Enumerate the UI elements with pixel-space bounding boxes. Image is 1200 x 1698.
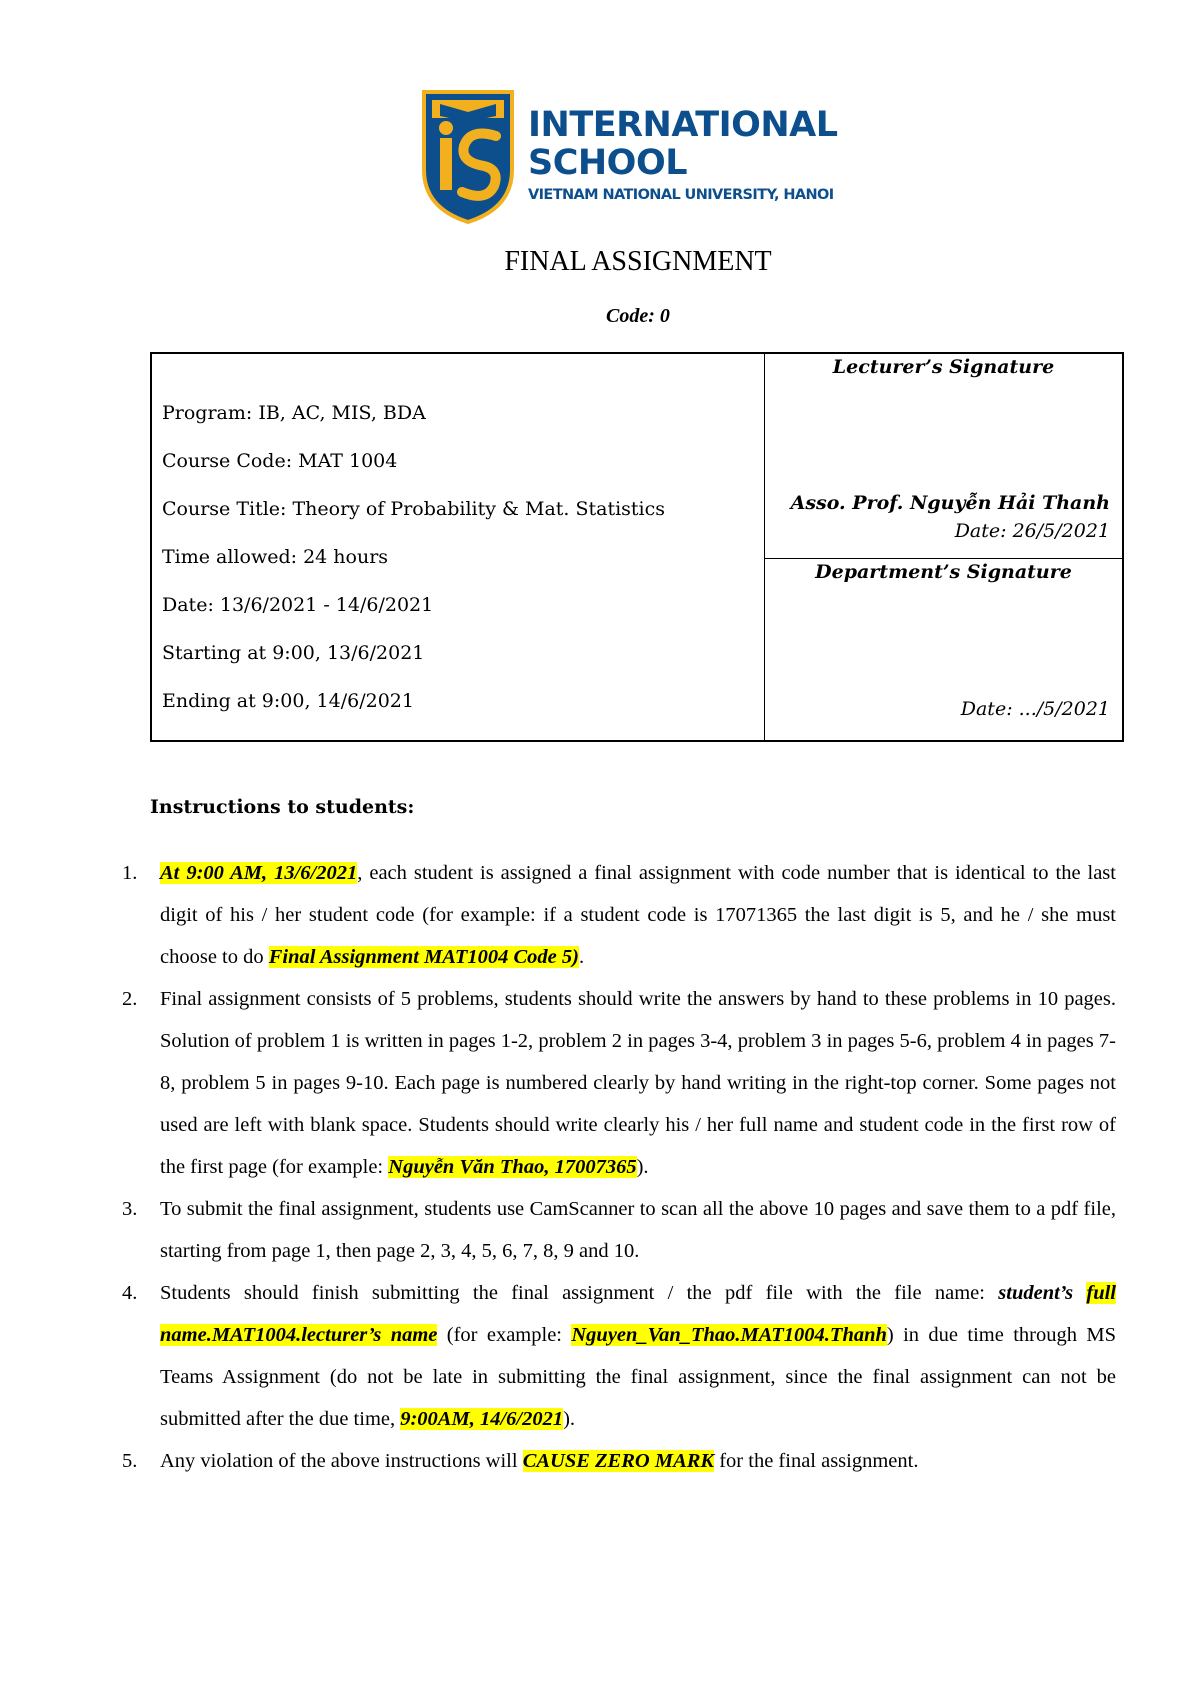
school-logo: [420, 88, 870, 226]
course-code-line: Course Code: MAT 1004: [162, 450, 398, 472]
lecturer-name: Asso. Prof. Nguyễn Hải Thanh: [790, 492, 1110, 514]
instructions-list: [120, 852, 1116, 1482]
item-text: Any violation of the above instructions will: [160, 1450, 523, 1472]
highlight-due-time: 9:00AM, 14/6/2021: [400, 1408, 564, 1430]
item-text: Students should finish submitting the final assignment / the pdf file with the file name:: [160, 1282, 999, 1304]
item-text: .: [578, 946, 585, 968]
instructions-heading: Instructions to students:: [150, 796, 415, 818]
signature-divider: [765, 558, 1122, 559]
highlight-start-time: At 9:00 AM, 13/6/2021: [160, 862, 358, 884]
item-number: 4.: [122, 1282, 138, 1304]
item-text: To submit the final assignment, students use CamScanner to scan all the above 10 pages and save them to a pdf file, starting from page 1, then page 2, 3, 4, 5, 6, 7, 8, 9 and 10.: [160, 1198, 1116, 1262]
assignment-code: Code: 0: [606, 305, 670, 327]
item-text: ).: [563, 1408, 576, 1430]
time-allowed-line: Time allowed: 24 hours: [162, 546, 389, 568]
list-item: [120, 1272, 1116, 1440]
item-number: 5.: [122, 1450, 138, 1472]
list-item: [120, 1188, 1116, 1272]
list-item: [120, 978, 1116, 1188]
department-date: Date: .../5/2021: [960, 698, 1110, 720]
logo-line-university: VIETNAM NATIONAL UNIVERSITY, HANOI: [528, 187, 834, 203]
item-text: ) in due time through MS Teams Assignment (do not be late in submitting the final assignment, since the final assignment can not be submitted after the due time,: [160, 1324, 1116, 1430]
highlight-example-filename: Nguyen_Van_Thao.MAT1004.Thanh: [571, 1324, 887, 1346]
document-title: FINAL ASSIGNMENT: [504, 246, 772, 277]
item-text: (for example:: [437, 1324, 572, 1346]
program-line: Program: IB, AC, MIS, BDA: [162, 402, 426, 424]
item-text: , each student is assigned a final assignment with code number that is identical to the last digit of his / her student code (for example: if a student code is 17071365 the last digit is 5, and he / she must choose to do: [160, 862, 1116, 968]
lecturer-date: Date: 26/5/2021: [954, 520, 1110, 542]
ending-line: Ending at 9:00, 14/6/2021: [162, 690, 414, 712]
item-number: 3.: [122, 1198, 138, 1220]
item-text: for the final assignment.: [714, 1450, 919, 1472]
highlight-example-name: Nguyễn Văn Thao, 17007365: [388, 1156, 637, 1178]
course-details: [152, 354, 765, 740]
list-item: [120, 1440, 1116, 1482]
highlight-zero-mark: CAUSE ZERO MARK: [522, 1450, 715, 1472]
filename-format-start: student’s: [998, 1282, 1074, 1304]
shield-iS-icon: [420, 88, 516, 226]
item-text: Final assignment consists of 5 problems, students should write the answers by hand to these problems in 10 pages. Solution of problem 1 is written in pages 1-2, problem 2 in pages 3-4, problem 3 in pages 5-6, problem 4 in pages 7-8, problem 5 in pages 9-10. Each page is numbered clearly by hand writing in the right-top corner. Some pages not used are left with blank space. Students should write clearly his / her full name and student code in the first row of the first page (for example:: [160, 988, 1116, 1178]
course-title-line: Course Title: Theory of Probability & Mat. Statistics: [162, 498, 666, 520]
logo-line-international: INTERNATIONAL: [528, 105, 838, 145]
course-info-table: [150, 352, 1124, 742]
highlight-filename-format: full name.MAT1004.lecturer’s name: [160, 1282, 1116, 1346]
date-line: Date: 13/6/2021 - 14/6/2021: [162, 594, 434, 616]
item-number: 2.: [122, 988, 138, 1010]
signature-column: [765, 354, 1122, 740]
item-number: 1.: [122, 862, 138, 884]
item-text: ).: [636, 1156, 649, 1178]
list-item: [120, 852, 1116, 978]
lecturer-signature-heading: Lecturer’s Signature: [832, 356, 1055, 378]
department-signature-heading: Department’s Signature: [815, 561, 1072, 583]
highlight-example-assignment: Final Assignment MAT1004 Code 5): [268, 946, 579, 968]
logo-line-school: SCHOOL: [528, 143, 687, 183]
starting-line: Starting at 9:00, 13/6/2021: [162, 642, 425, 664]
